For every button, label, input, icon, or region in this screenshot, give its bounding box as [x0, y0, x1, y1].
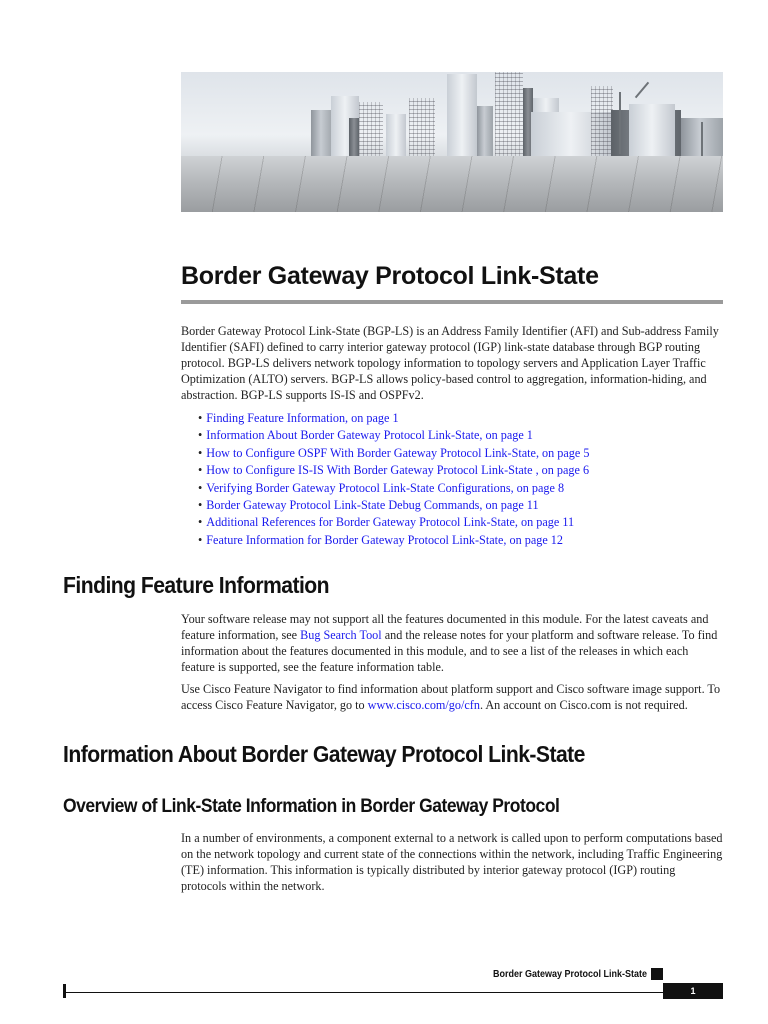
toc-item: [198, 410, 589, 427]
toc-item: [198, 445, 589, 462]
toc-item: [198, 427, 589, 444]
toc-link-references[interactable]: Additional References for Border Gateway Protocol Link-State, on page 11: [206, 515, 575, 530]
overview-subheading: Overview of Link-State Information in Border Gateway Protocol: [63, 796, 560, 817]
bug-search-tool-link[interactable]: Bug Search Tool: [300, 627, 382, 642]
feature-navigator-link[interactable]: www.cisco.com/go/cfn: [367, 697, 480, 712]
page-number: 1: [663, 983, 723, 999]
title-rule: [181, 300, 723, 304]
toc-item: [198, 480, 589, 497]
toc-item: [198, 532, 589, 549]
toc-link-debug[interactable]: Border Gateway Protocol Link-State Debug Commands, on page 11: [206, 498, 539, 513]
footer-marker: [651, 968, 663, 980]
chapter-toc: [198, 410, 589, 549]
toc-link-information[interactable]: Information About Border Gateway Protocol Link-State, on page 1: [206, 428, 533, 443]
chapter-title: Border Gateway Protocol Link-State: [181, 262, 599, 290]
footer-tick: [63, 984, 66, 998]
finding-paragraph-2: Use Cisco Feature Navigator to find information about platform support and Cisco software image support. To access Cisco Feature Navigator, go to www.cisco.com/go/cfn. An account on Cisco.com is not required.: [181, 682, 721, 712]
information-heading: Information About Border Gateway Protocol Link-State: [63, 741, 585, 767]
toc-item: [198, 462, 589, 479]
footer-rule: [63, 992, 663, 993]
toc-link-configure-ospf[interactable]: How to Configure OSPF With Border Gateway Protocol Link-State, on page 5: [206, 445, 590, 460]
overview-paragraph: In a number of environments, a component external to a network is called upon to perform computations based on the network topology and current state of the connections within the network, including Traffic Engineering (TE) information. This information is typically distributed by interior gateway protocol (IGP) routing protocols within the network.: [181, 831, 723, 893]
toc-item: [198, 514, 589, 531]
toc-item: [198, 497, 589, 514]
toc-link-finding[interactable]: Finding Feature Information, on page 1: [206, 411, 399, 425]
intro-paragraph: Border Gateway Protocol Link-State (BGP-LS) is an Address Family Identifier (AFI) and Sub-address Family Identifier (SAFI) defined to carry interior gateway protocol (IGP) link-state database through BGP routing protocol. BGP-LS delivers network topology information to topology servers and Application Layer Traffic Optimization (ALTO) servers. BGP-LS allows policy-based control to aggregation, information-hiding, and abstraction. BGP-LS supports IS-IS and OSPFv2.: [181, 324, 719, 402]
toc-link-feature-info[interactable]: Feature Information for Border Gateway Protocol Link-State, on page 12: [206, 532, 563, 547]
footer-chapter-label: Border Gateway Protocol Link-State: [493, 969, 648, 980]
banner-image: [181, 72, 723, 212]
toc-link-configure-isis[interactable]: How to Configure IS-IS With Border Gateway Protocol Link-State , on page 6: [206, 463, 590, 478]
toc-link-verifying[interactable]: Verifying Border Gateway Protocol Link-State Configurations, on page 8: [206, 480, 565, 495]
finding-paragraph-1: Your software release may not support all the features documented in this module. For the latest caveats and feature information, see Bug Search Tool and the release notes for your platform and software release. To find information about the features documented in this module, and to see a list of the releases in which each feature is supported, see the feature information table.: [181, 612, 718, 674]
finding-heading: Finding Feature Information: [63, 572, 330, 598]
